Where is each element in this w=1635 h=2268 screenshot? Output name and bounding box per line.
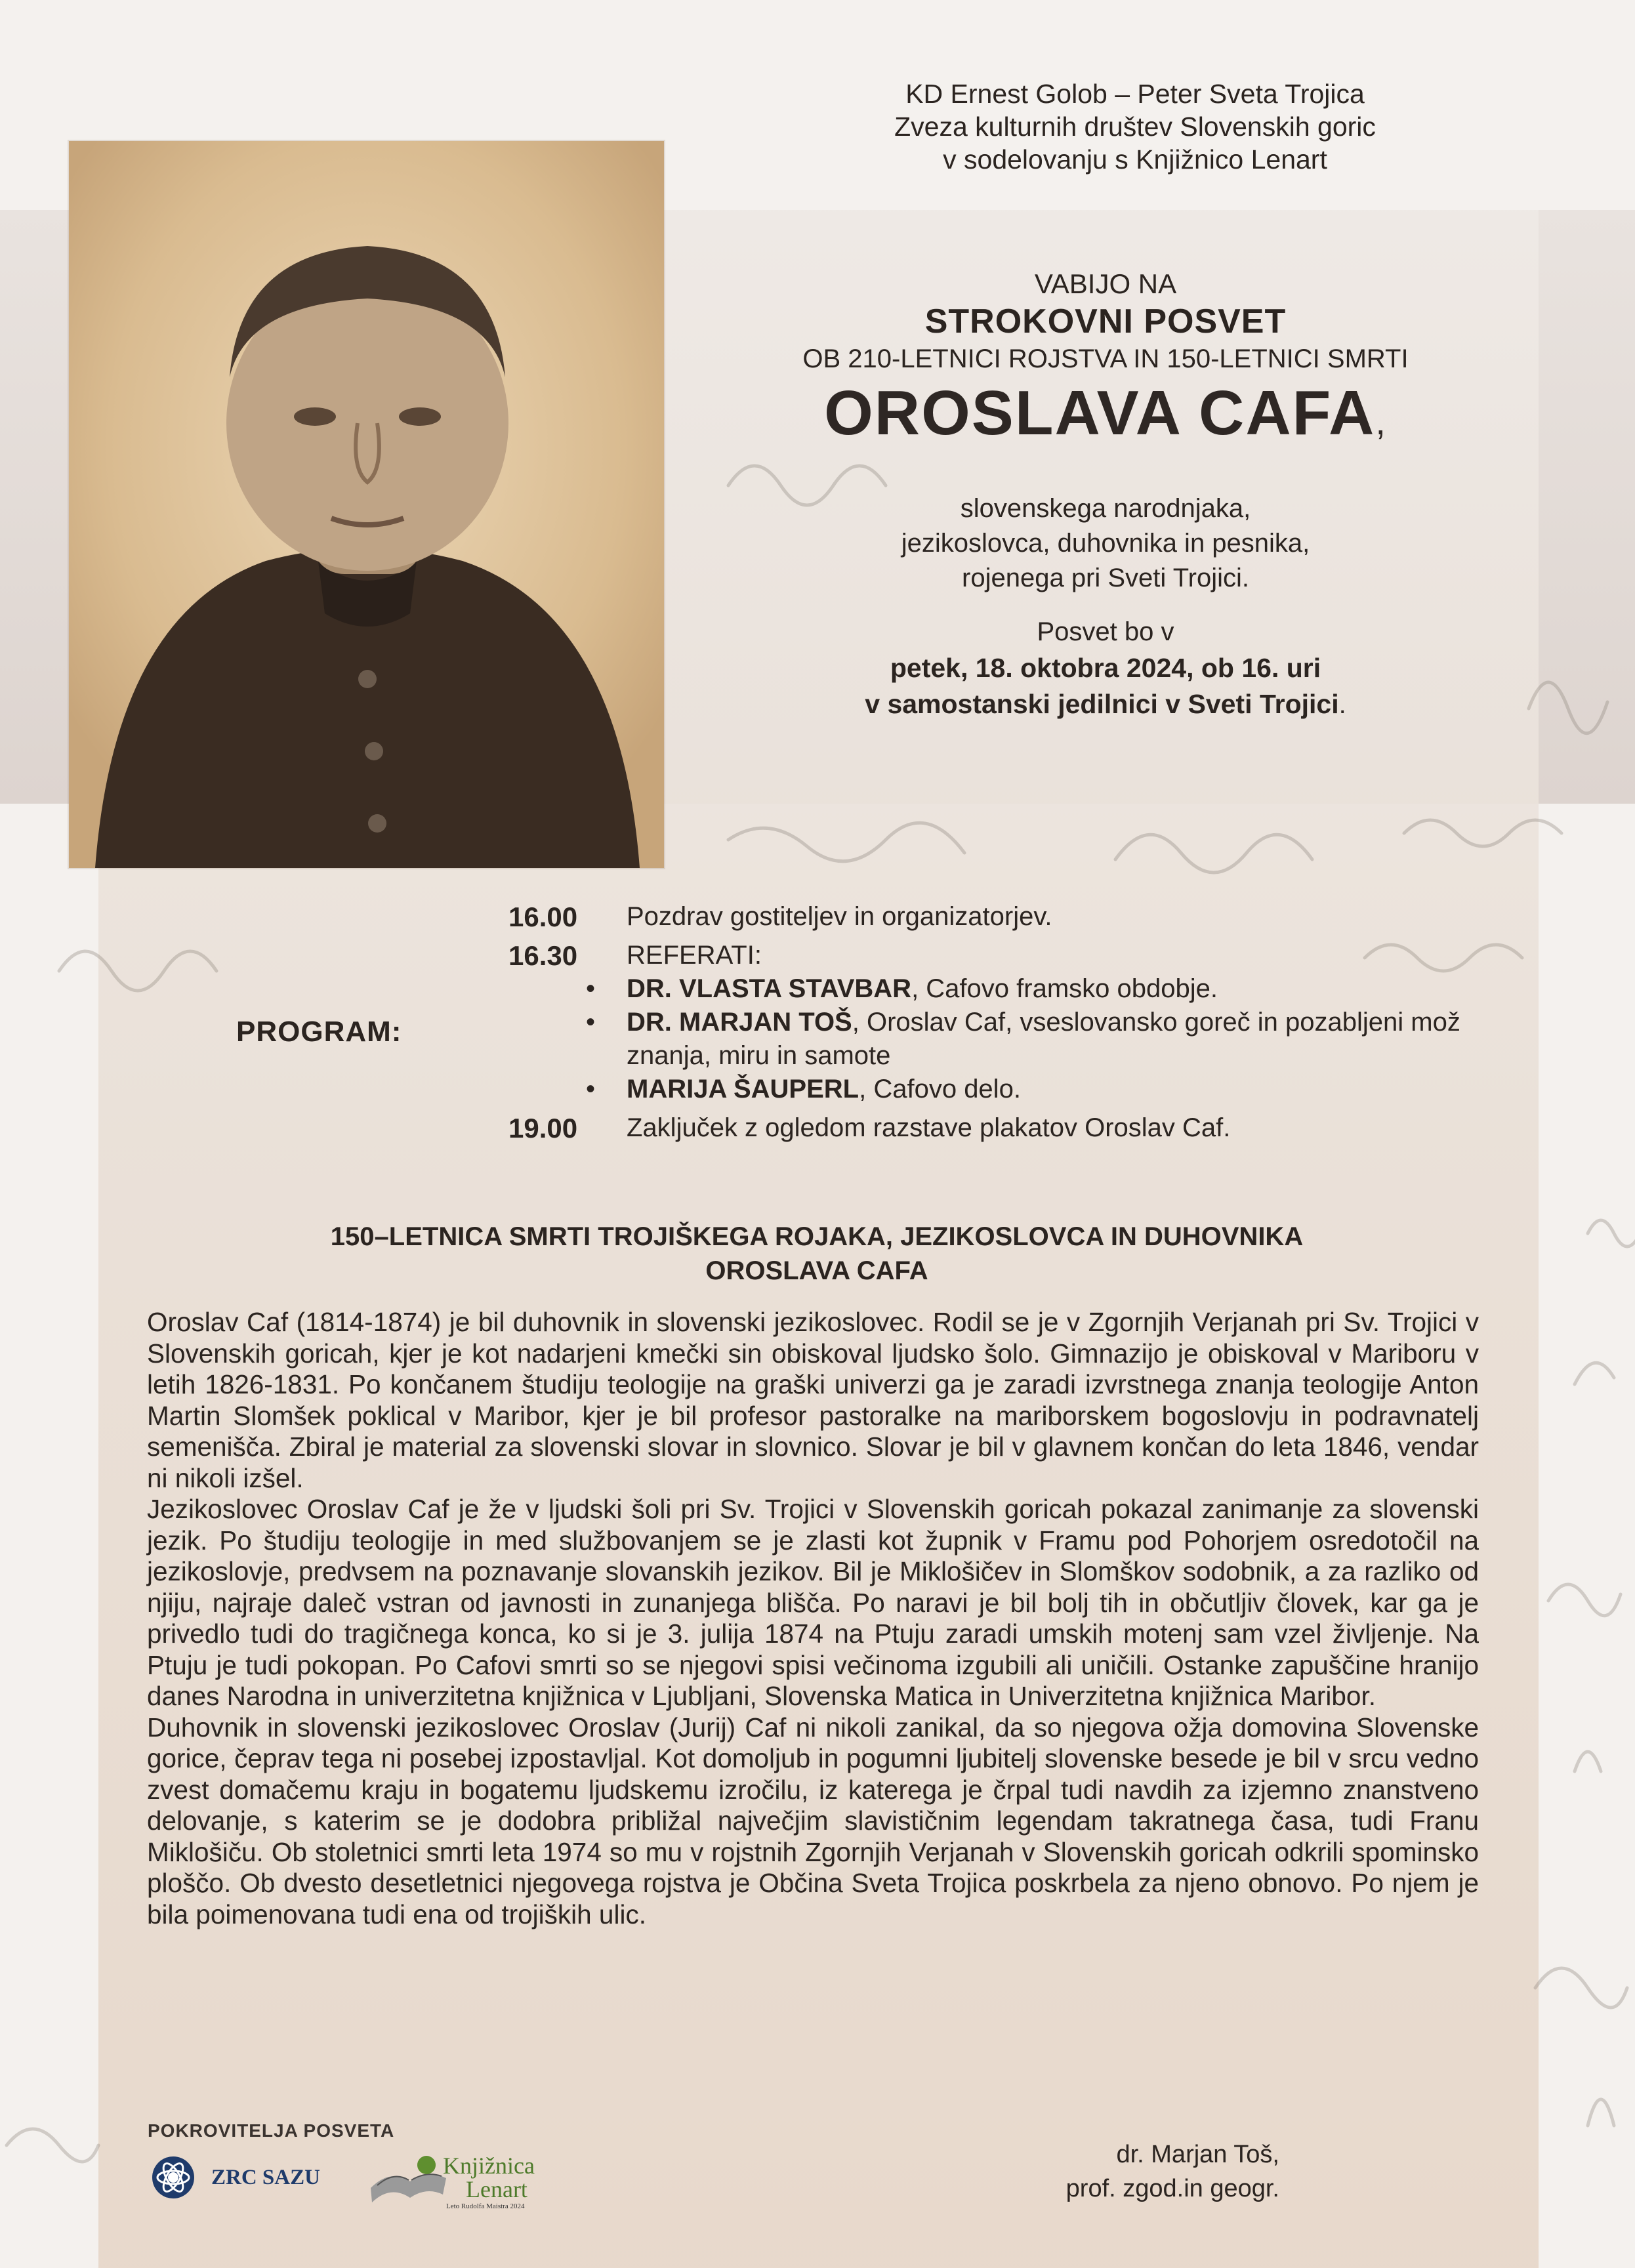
speaker-item [627,972,1466,1006]
speaker-topic: , Cafovo framsko obdobje. [911,974,1218,1003]
organizer-line-2: Zveza kulturnih društev Slovenskih goric [894,112,1376,142]
program-row [508,1111,1466,1145]
knjiznica-tagline: Leto Rudolfa Maistra 2024 [446,2202,525,2210]
biography-paragraph: Oroslav Caf (1814-1874) je bil duhovnik in slovenski jezikoslovec. Rodil se je v Zgornjih Verjanah pri Sv. Trojici v Slovenskih goricah, kjer je kot nadarjeni kmečki sin obiskoval ljudsko šolo. Gimnazijo je obiskoval v Mariboru v letih 1826-1831. Po končanem študiju teologije na graški univerzi ga je zaradi izvrstnega znanja teologije Anton Martin Slomšek poklical v Maribor, kjer je bil profesor pastoralke na mariborskem bogoslovju in podravnatelj semenišča. Zbiral je material za slovenski slovar in slovnico. Slovar je bil v glavnem končan do leta 1846, vendar ni nikoli izšel. [147,1307,1479,1493]
speaker-list [627,972,1466,1106]
biography-paragraph: Jezikoslovec Oroslav Caf je že v ljudski šoli pri Sv. Trojici v Slovenskih goricah pokazal zanimanje za slovenski jezik. Po študiju teologije in med službovanjem se je zlasti kot župnik v Framu pod Pohorjem osredotočil na jezikoslovje, predvsem na poznavanje slovanskih jezikov. Bil je Miklošičev in Slomškov sodobnik, a za razliko od njiju, najraje daleč vstran od javnosti in zunanjega blišča. Po naravi je bil bolj tih in občutljiv človek, kar ga je privedlo tudi do tragičnega konca, ko si je 3. julija 1874 na Ptuju zaradi umskih motenj sam vzel življenje. Na Ptuju je tudi pokopan. Po Cafovi smrti so se njegovi spisi večinoma izgubili ali uničili. Ostanke zapuščine hranijo danes Narodna in univerzitetna knjižnica v Ljubljani, Slovenska Matica in Univerzitetna knjižnica Maribor. [147,1494,1479,1711]
event-details [695,614,1516,723]
knjiznica-lenart-logo [364,2142,574,2214]
speaker-name: DR. MARJAN TOŠ [627,1008,852,1037]
program-entry: Zaključek z ogledom razstave plakatov Oroslav Caf. [627,1113,1231,1142]
description-line-3: rojenega pri Sveti Trojici. [962,564,1249,592]
description-line-2: jezikoslovca, duhovnika in pesnika, [901,529,1310,558]
organizers-header [787,77,1483,176]
author-signature [1017,2137,1279,2206]
zrc-sazu-label: ZRC SAZU [211,2165,320,2189]
organizer-line-3: v sodelovanju s Knjižnico Lenart [943,144,1327,175]
program-schedule [508,900,1466,1145]
occasion-line: OB 210-LETNICI ROJSTVA IN 150-LETNICI SMRTI [802,344,1409,373]
section-title [148,1220,1486,1288]
program-row [508,900,1466,934]
organizer-line-1: KD Ernest Golob – Peter Sveta Trojica [905,79,1365,109]
announcement [695,268,1516,723]
speaker-name: DR. VLASTA STAVBAR [627,974,912,1003]
description-line-1: slovenskega narodnjaka, [960,494,1251,523]
honoree-name-comma: , [1375,401,1387,442]
program-row [508,939,1466,1106]
sponsors-label: POKROVITELJA POSVETA [148,2120,395,2141]
speaker-item [627,1073,1466,1106]
knjiznica-title: Knjižnica [443,2153,535,2179]
referati-heading: REFERATI: [627,941,762,970]
program-time: 16.30 [508,940,578,971]
portrait-photo [69,141,664,868]
zrc-sazu-logo [151,2155,320,2200]
author-title: prof. zgod.in geogr. [1066,2175,1279,2202]
program-entry [627,939,1466,1106]
honoree-name-text: OROSLAVA CAFA [824,378,1376,448]
section-title-line-2: OROSLAVA CAFA [705,1256,928,1285]
author-name: dr. Marjan Toš, [1116,2141,1279,2168]
biography-paragraph: Duhovnik in slovenski jezikoslovec Oroslav (Jurij) Caf ni nikoli zanikal, da so njegova ožja domovina Slovenske gorice, čeprav tega ni posebej izpostavljal. Kot domoljub in pogumni ljubitelj slovenske besede je bil v srcu vedno zvest domačemu kraju in bogatemu ljudskemu izročilu, iz katerega je črpal tudi navdih za izjemno znanstveno delovanje, s katerim se je dodobra približal največjim slavističnim legendam takratnega časa, tudi Franu Miklošiču. Ob stoletnici smrti leta 1974 so mu v rojstnih Zgornjih Verjanah v Slovenskih goricah odkrili spominsko ploščo. Ob dvesto desetletnici njegovega rojstva je Občina Sveta Trojica poskrbela za njeno obnovo. Po njem je bila poimenovana tudi ena od trojiških ulic. [147,1712,1479,1929]
program-label: PROGRAM: [236,1016,402,1048]
speaker-topic: , Cafovo delo. [859,1075,1021,1103]
program-time: 16.00 [508,901,578,932]
event-type: STROKOVNI POSVET [924,302,1287,340]
zrc-sazu-icon [151,2155,196,2200]
section-title-line-1: 150–LETNICA SMRTI TROJIŠKEGA ROJAKA, JEZIKOSLOVCA IN DUHOVNIKA [330,1222,1304,1251]
honoree-name [695,375,1516,460]
event-venue-line [695,686,1516,723]
biography-text [147,1307,1479,1930]
event-date: petek, 18. oktobra 2024, ob 16. uri [890,653,1321,683]
event-venue: v samostanski jedilnici v Sveti Trojici [865,689,1339,719]
program-entry: Pozdrav gostiteljev in organizatorjev. [627,902,1052,931]
event-venue-end: . [1338,690,1346,719]
book-icon [364,2142,449,2208]
speaker-name: MARIJA ŠAUPERL [627,1075,859,1103]
invite-line: VABIJO NA [1034,268,1177,299]
program-time: 19.00 [508,1113,578,1144]
knjiznica-subtitle: Lenart [466,2176,528,2202]
event-intro: Posvet bo v [1037,617,1174,646]
speaker-item [627,1006,1466,1073]
honoree-description [695,491,1516,596]
speaker-topic: , Oroslav Caf, vseslovansko goreč in pozabljeni mož znanja, miru in samote [627,1008,1460,1070]
